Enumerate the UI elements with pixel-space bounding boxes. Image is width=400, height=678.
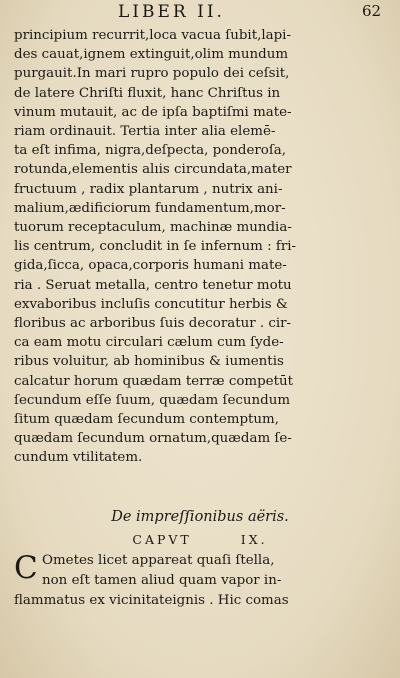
text-line: ſitum quædam ſecundum contemptum, (14, 412, 279, 428)
text-line: ribus voluitur, ab hominibus & iumentis (14, 354, 284, 370)
text-line: vinum mutauit, ac de ipſa baptiſmi mate- (14, 104, 292, 120)
text-line: purgauit.In mari rupro populo dei ceſsit, (14, 66, 290, 82)
drop-cap: C (14, 550, 38, 586)
text-line: lis centrum, concludit in ſe infernum : fri- (14, 239, 297, 255)
text-line: non eſt tamen aliud quam vapor in- (42, 573, 282, 588)
text-line: ria . Seruat metalla, centro tenetur motu (14, 277, 292, 293)
text-line: flammatus ex vicinitateignis . Hic comas (14, 593, 289, 608)
text-line: fructuum , radix plantarum , nutrix ani- (14, 181, 283, 197)
text-line: floribus ac arboribus ſuis decoratur . cir- (14, 316, 292, 332)
page-header (0, 2, 400, 24)
text-line: ta eſt infima, nigra,deſpecta, ponderoſa, (14, 143, 287, 159)
chapter-heading (0, 532, 400, 547)
text-line: quædam ſecundum ornatum,quædam ſe- (14, 431, 292, 447)
text-line: gida,ſicca, opaca,corporis humani mate- (14, 258, 287, 274)
text-line: rotunda,elementis alıis circundata,mater (14, 162, 292, 178)
text-line: ca eam motu circulari cælum cum ſyde- (14, 335, 284, 351)
text-line: exvaboribus incluſis concutitur herbis & (14, 296, 288, 312)
text-line: ſecundum eſſe ſuum, quædam ſecundum (14, 392, 291, 408)
text-line: de latere Chriſti fluxit, hanc Chriſtus in (14, 85, 281, 101)
text-line: tuorum receptaculum, machinæ mundia- (14, 220, 292, 236)
text-line: principium recurrit,loca vacua ſubit,lapi- (14, 28, 291, 43)
page-number: 62 (362, 2, 382, 20)
running-title: LIBER II. (118, 2, 225, 22)
text-line: des cauat,ignem extinguit,olim mundum (14, 47, 289, 63)
text-line: cundum vtilitatem. (14, 450, 143, 466)
section-text (14, 551, 370, 611)
chapter-label: CAPVT (132, 532, 192, 547)
text-line: Ometes licet appareat quaſi ſtella, (42, 553, 275, 568)
text-line: calcatur horum quædam terræ competūt (14, 373, 293, 389)
body-text (14, 26, 370, 468)
section-heading: De impreſſionibus aëris. (111, 509, 289, 525)
chapter-number: IX. (240, 532, 268, 547)
text-line: malium,ædificiorum fundamentum,mor- (14, 200, 286, 216)
text-line: riam ordinauit. Tertia inter alia elemē- (14, 124, 276, 140)
